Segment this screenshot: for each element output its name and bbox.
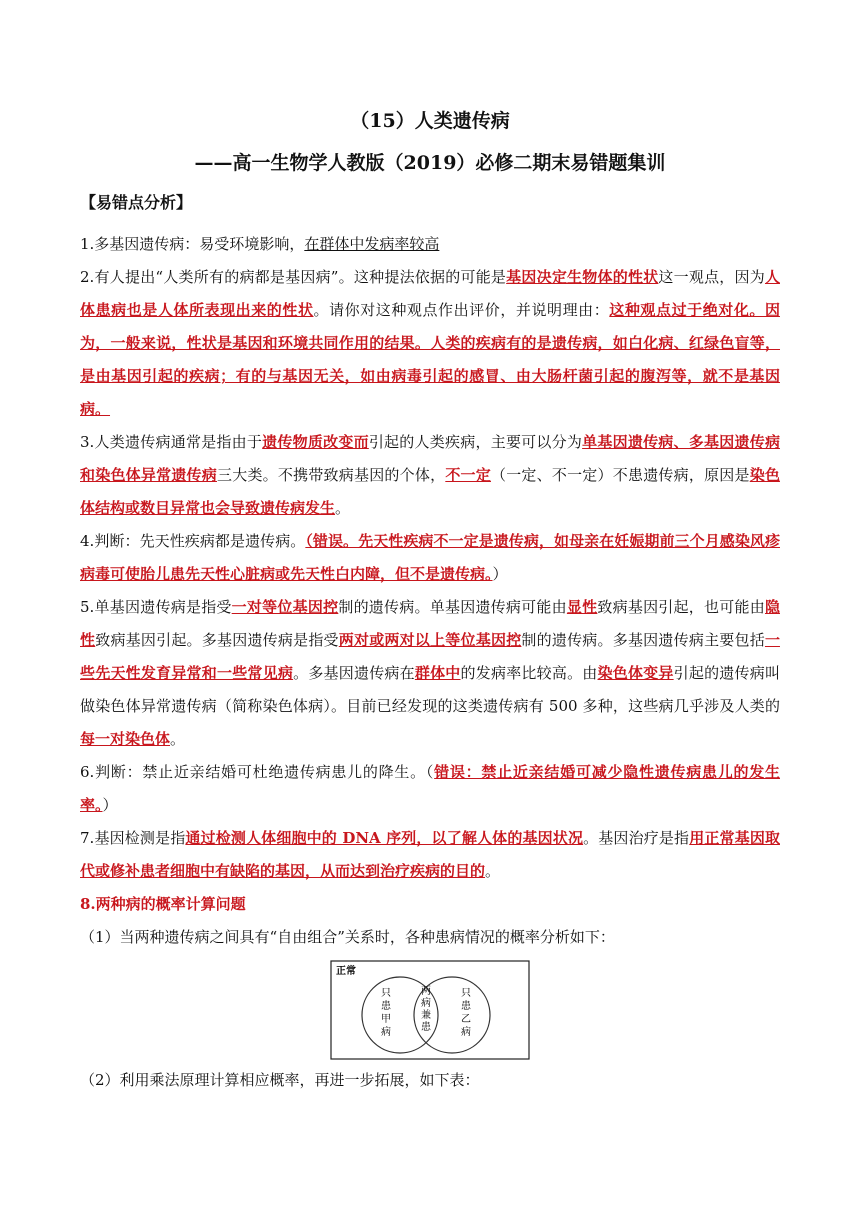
p5-text-i: 制的遗传病。多基因遗传病主要包括 [521, 631, 765, 649]
paragraph-6 [80, 756, 780, 822]
p3-text-a: 3.人类遗传病通常是指由于 [80, 433, 263, 451]
p5-text-c: 制的遗传病。单基因遗传病可能由 [338, 598, 567, 616]
venn-a-char-3: 甲 [381, 1014, 391, 1025]
p5-answer-5: 一些先天性发育异常和一些常见病 [80, 631, 780, 682]
venn-both-char-4: 患 [421, 1022, 431, 1033]
p3-text-i: 。 [335, 499, 351, 517]
p3-text-g: （一定、不一定）不患遗传病，原因是 [490, 466, 750, 484]
paragraph-3 [80, 426, 780, 525]
venn-b-char-4: 病 [461, 1027, 471, 1038]
p7-text-a: 7.基因检测是指 [80, 829, 186, 847]
p5-answer-3: 隐性 [80, 598, 780, 649]
p1-text: 1.多基因遗传病：易受环境影响， [80, 235, 305, 253]
p5-answer-8: 每一对染色体 [80, 730, 171, 748]
p2-answer-3: 这种观点过于绝对化。因为，一般来说，性状是基因和环境共同作用的结果。人类的疾病有的是遗传病，如白化病、红绿色盲等，是由基因引起的疾病；有的与基因无关，如由病毒引起的感冒、由大肠杆菌引起的腹泻等，就不是基因病。 [80, 301, 780, 418]
p4-text-c: ） [492, 565, 508, 583]
document-title: （15）人类遗传病 [350, 110, 510, 132]
section-heading: 【易错点分析】 [80, 193, 193, 212]
p5-text-e: 致病基因引起，也可能由 [597, 598, 765, 616]
venn-b-char-2: 患 [461, 1001, 471, 1012]
venn-both-char-1: 两 [421, 986, 431, 997]
p5-answer-1: 一对等位基因控 [231, 598, 339, 616]
paragraph-1 [80, 228, 780, 261]
p6-text-a: 6.判断：禁止近亲结婚可杜绝遗传病患儿的降生。（ [80, 763, 435, 781]
p6-answer: 错误：禁止近亲结婚可减少隐性遗传病患儿的发生率。 [80, 763, 780, 814]
p2-text-a: 2.有人提出“人类所有的病都是基因病”。这种提法依据的可能是 [80, 268, 507, 286]
venn-b-char-1: 只 [461, 988, 471, 999]
venn-a-char-1: 只 [381, 988, 391, 999]
paragraph-8-heading: 8.两种病的概率计算问题 [80, 895, 246, 913]
p7-answer-2: 用正常基因取代或修补患者细胞中有缺陷的基因，从而达到治疗疾病的目的 [80, 829, 780, 880]
p5-text-o: 引起的遗传病叫做染色体异常遗传病（简称染色体病）。目前已经发现的这类遗传病有 500 多种，这些病几乎涉及人类的 [80, 664, 780, 715]
paragraph-9: （1）当两种遗传病之间具有“自由组合”关系时，各种患病情况的概率分析如下： [80, 928, 615, 946]
paragraph-7 [80, 822, 780, 888]
p7-text-e: 。 [485, 862, 501, 880]
document-subtitle: ——高一生物学人教版（2019）必修二期末易错题集训 [194, 152, 666, 174]
paragraph-10: （2）利用乘法原理计算相应概率，再进一步拓展，如下表： [80, 1071, 480, 1089]
p3-answer-3: 不一定 [445, 466, 491, 484]
p5-text-q: 。 [170, 730, 186, 748]
p2-answer-2: 人体患病也是人体所表现出来的性状 [80, 268, 780, 319]
p3-text-e: 三大类。不携带致病基因的个体， [217, 466, 446, 484]
venn-b-char-3: 乙 [461, 1014, 471, 1025]
p2-text-e: 。请你对这种观点作出评价，并说明理由： [313, 301, 610, 319]
p3-answer-1: 遗传物质改变而 [262, 433, 369, 451]
venn-label-normal: 正常 [336, 966, 356, 977]
venn-a-char-4: 病 [381, 1027, 391, 1038]
p5-text-a: 5.单基因遗传病是指受 [80, 598, 232, 616]
p5-answer-4: 两对或两对以上等位基因控 [338, 631, 522, 649]
p6-text-c: ） [102, 796, 118, 814]
p2-answer-1: 基因决定生物体的性状 [506, 268, 659, 286]
venn-both-char-3: 兼 [421, 1010, 431, 1021]
paragraph-4 [80, 525, 780, 591]
p4-text-a: 4.判断：先天性疾病都是遗传病。 [80, 532, 306, 550]
venn-diagram [330, 960, 530, 1060]
p5-text-m: 的发病率比较高。由 [460, 664, 598, 682]
p3-answer-2: 单基因遗传病、多基因遗传病和染色体异常遗传病 [80, 433, 780, 484]
p7-answer-1: 通过检测人体细胞中的 DNA 序列，以了解人体的基因状况 [185, 829, 584, 847]
p2-text-c: 这一观点，因为 [658, 268, 765, 286]
p5-answer-2: 显性 [566, 598, 598, 616]
venn-a-char-2: 患 [381, 1001, 391, 1012]
p1-underlined: 在群体中发病率较高 [304, 235, 440, 253]
p3-answer-4: 染色体结构或数目异常也会导致遗传病发生 [80, 466, 780, 517]
paragraph-5 [80, 591, 780, 756]
p7-text-c: 。基因治疗是指 [583, 829, 690, 847]
p4-answer: （错误。先天性疾病不一定是遗传病，如母亲在妊娠期前三个月感染风疹病毒可使胎儿患先天性心脏病或先天性白内障，但不是遗传病。 [80, 532, 780, 583]
paragraph-2 [80, 261, 780, 426]
p5-text-g: 致病基因引起。多基因遗传病是指受 [95, 631, 339, 649]
content-body [80, 228, 780, 1097]
p5-text-k: 。多基因遗传病在 [293, 664, 415, 682]
p5-answer-6: 群体中 [414, 664, 461, 682]
p5-answer-7: 染色体变异 [597, 664, 674, 682]
p3-text-c: 引起的人类疾病，主要可以分为 [368, 433, 583, 451]
venn-both-char-2: 病 [421, 998, 431, 1009]
